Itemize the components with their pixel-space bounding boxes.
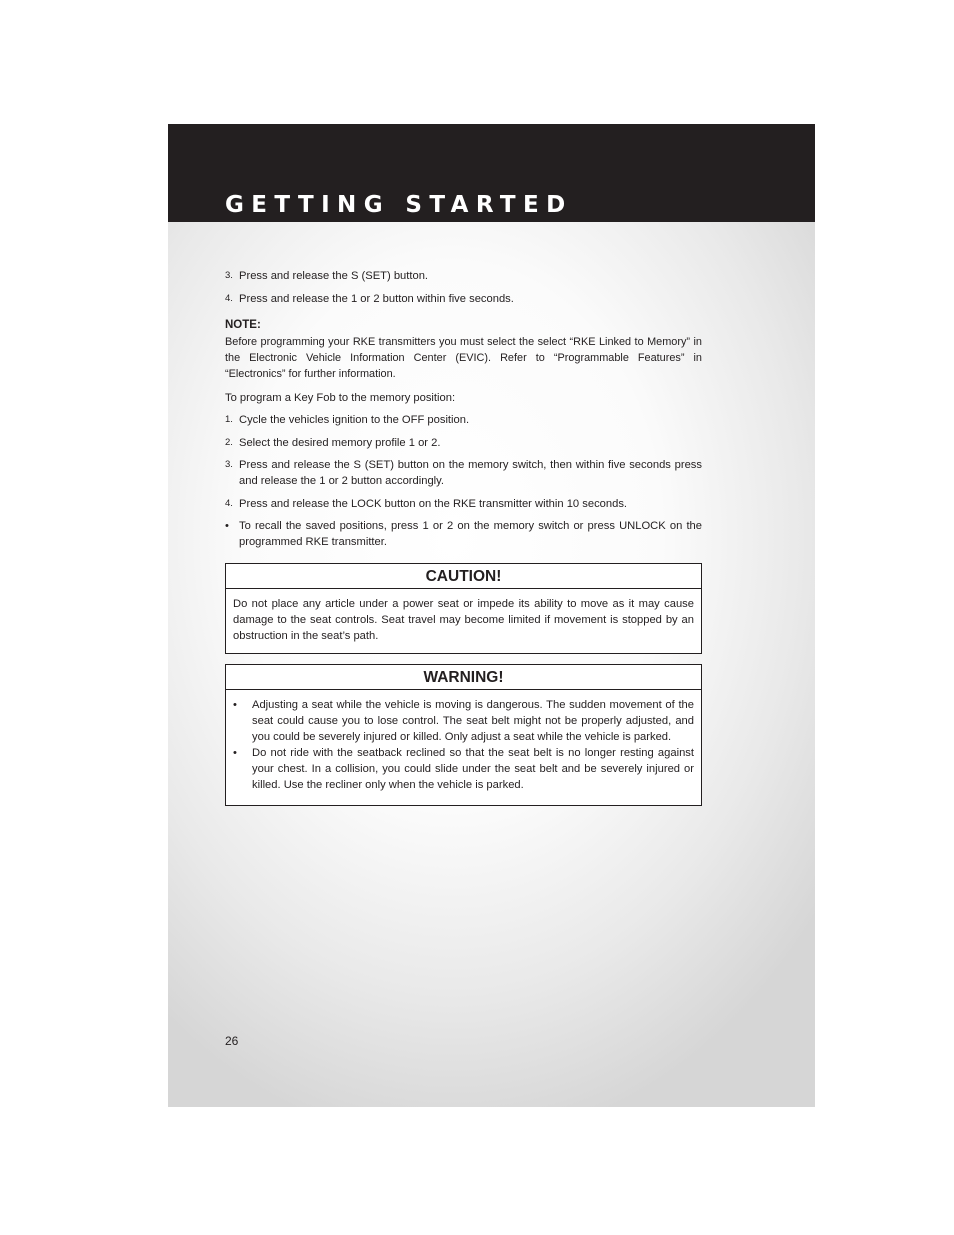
- section-header: [168, 124, 815, 222]
- step-text: Cycle the vehicles ignition to the OFF position.: [239, 414, 470, 426]
- step-item: [225, 291, 702, 307]
- step-number: 4.: [225, 497, 233, 509]
- step-item: [225, 412, 702, 428]
- warning-body: [226, 690, 701, 799]
- step-number: 1.: [225, 414, 233, 425]
- step-item: [225, 496, 702, 512]
- step-number: 4.: [225, 292, 233, 304]
- note-text: Before programming your RKE transmitters you must select the select “RKE Linked to Memory” in the Electronic Vehicle Information Center (EVIC). Refer to “Programmable Features” in “Electronics” for further information.: [225, 335, 702, 380]
- step-text: Press and release the S (SET) button.: [239, 270, 429, 282]
- step-text: Press and release the 1 or 2 button within five seconds.: [239, 292, 514, 305]
- warning-item: [233, 697, 694, 745]
- bullet-item: [225, 518, 702, 550]
- bullet-text: To recall the saved positions, press 1 or 2 on the memory switch or press UNLOCK on the programmed RKE transmitter.: [239, 520, 702, 548]
- warning-box: [225, 664, 702, 806]
- step-number: 2.: [225, 436, 233, 448]
- bullet-icon: •: [233, 699, 237, 711]
- step-number: 3.: [225, 459, 233, 470]
- note-label: NOTE:: [225, 318, 261, 331]
- warning-item-text: Do not ride with the seatback reclined so that the seat belt is no longer resting against your chest. In a collision, you could slide under the seat belt and be severely injured or killed. Use the recliner only when the vehicle is parked.: [252, 747, 694, 791]
- step-text: Press and release the LOCK button on the RKE transmitter within 10 seconds.: [239, 497, 628, 510]
- page-content: [225, 268, 702, 550]
- warning-item: [233, 745, 694, 793]
- step-text: Select the desired memory profile 1 or 2.: [239, 436, 441, 449]
- section-title: GETTING STARTED: [225, 192, 573, 218]
- bullet-icon: •: [233, 747, 237, 759]
- intro-text: To program a Key Fob to the memory position:: [225, 391, 456, 404]
- warning-item-text: Adjusting a seat while the vehicle is moving is dangerous. The sudden movement of the seat could cause you to lose control. The seat belt might not be properly adjusted, and you could be severely injured or killed. Only adjust a seat while the vehicle is parked.: [252, 699, 694, 743]
- caution-title: CAUTION!: [226, 564, 701, 589]
- page-number: 26: [225, 1034, 239, 1048]
- bullet-icon: •: [225, 520, 229, 532]
- caution-box: [225, 563, 702, 654]
- caution-text: Do not place any article under a power seat or impede its ability to move as it may cause damage to the seat controls. Seat travel may become limited if movement is stopped by an obstruction in the seat’s path.: [233, 598, 694, 642]
- step-item: [225, 435, 702, 451]
- step-text: Press and release the S (SET) button on the memory switch, then within five seconds press and release the 1 or 2 button accordingly.: [239, 459, 702, 487]
- step-number: 3.: [225, 270, 233, 281]
- warning-title: WARNING!: [226, 665, 701, 690]
- step-item: [225, 268, 702, 284]
- manual-page: [168, 124, 815, 1107]
- step-item: [225, 457, 702, 489]
